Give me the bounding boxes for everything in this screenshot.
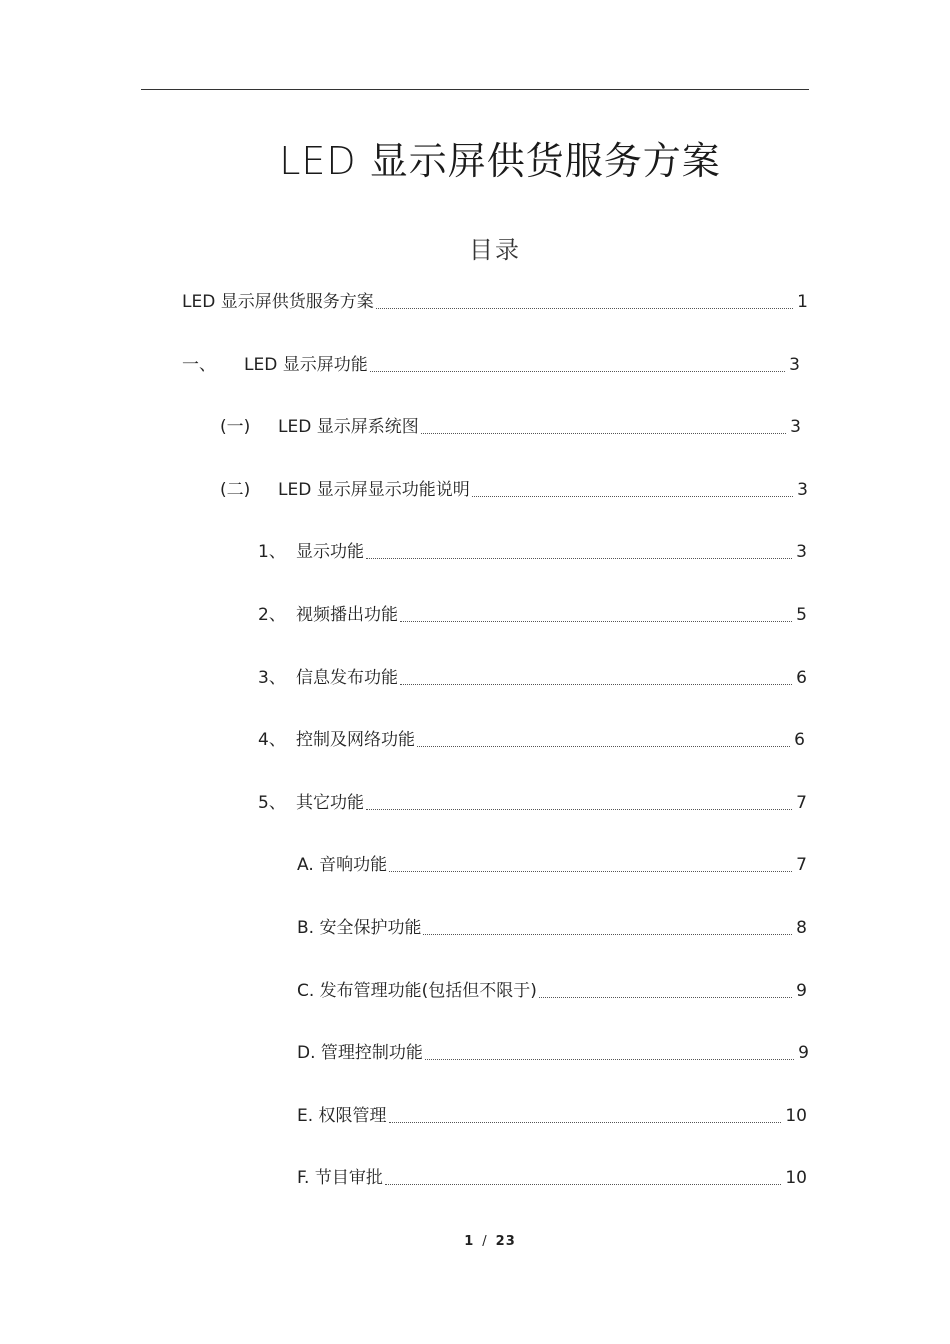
toc-entry-page: 9	[798, 1043, 809, 1063]
toc-entry-sub-b[interactable]	[297, 915, 807, 941]
toc-entry-label: F. 节目审批	[297, 1168, 383, 1188]
toc-dot-leader	[389, 1122, 782, 1123]
toc-dot-leader	[539, 997, 792, 998]
toc-dot-leader	[425, 1059, 794, 1060]
toc-entry-page: 3	[796, 542, 807, 562]
toc-heading: 目录	[469, 236, 521, 264]
toc-entry-number: 2、	[258, 605, 286, 625]
toc-entry-label: LED 显示屏供货服务方案	[182, 292, 374, 312]
toc-entry-sub-a[interactable]	[297, 852, 807, 878]
toc-entry-page: 8	[796, 918, 807, 938]
toc-entry-number: 4、	[258, 730, 286, 750]
page-separator: /	[482, 1234, 488, 1249]
toc-dot-leader	[417, 746, 790, 747]
toc-entry-subsection-2[interactable]	[220, 477, 808, 503]
toc-entry-subsection-1[interactable]	[220, 414, 801, 440]
page-number-footer	[0, 1234, 950, 1249]
toc-dot-leader	[472, 496, 793, 497]
toc-entry-number: 一、	[182, 355, 216, 375]
toc-entry-label: D. 管理控制功能	[297, 1043, 423, 1063]
toc-entry-sub-c[interactable]	[297, 978, 807, 1004]
toc-entry-sub-e[interactable]	[297, 1103, 807, 1129]
toc-entry-page: 1	[797, 292, 808, 312]
toc-dot-leader	[423, 934, 792, 935]
toc-dot-leader	[366, 558, 792, 559]
toc-entry-page: 7	[796, 855, 807, 875]
toc-entry-page: 3	[797, 480, 808, 500]
toc-entry-label: 视频播出功能	[296, 605, 398, 625]
toc-dot-leader	[376, 308, 793, 309]
toc-entry-label: 信息发布功能	[296, 668, 398, 688]
toc-dot-leader	[385, 1184, 782, 1185]
toc-entry-section-1[interactable]	[182, 352, 800, 378]
toc-entry-number: (一)	[220, 417, 251, 437]
toc-entry-page: 3	[789, 355, 800, 375]
toc-entry-item-3[interactable]	[258, 665, 807, 691]
toc-entry-label: B. 安全保护功能	[297, 918, 422, 938]
toc-entry-label: A. 音响功能	[297, 855, 388, 875]
toc-entry-label: 控制及网络功能	[296, 730, 415, 750]
toc-dot-leader	[389, 871, 792, 872]
toc-entry-page: 5	[796, 605, 807, 625]
toc-entry-title[interactable]	[182, 289, 808, 315]
toc-dot-leader	[421, 433, 786, 434]
toc-entry-item-2[interactable]	[258, 602, 807, 628]
toc-entry-label: LED 显示屏功能	[244, 355, 368, 375]
toc-entry-page: 10	[785, 1106, 807, 1126]
toc-entry-sub-d[interactable]	[297, 1040, 809, 1066]
current-page-number: 1	[464, 1234, 475, 1249]
toc-entry-item-1[interactable]	[258, 539, 807, 565]
document-title: LED 显示屏供货服务方案	[279, 139, 721, 183]
toc-entry-page: 10	[785, 1168, 807, 1188]
toc-entry-label: 显示功能	[296, 542, 364, 562]
toc-dot-leader	[370, 371, 785, 372]
toc-entry-label: 其它功能	[296, 793, 364, 813]
toc-entry-number: 5、	[258, 793, 286, 813]
toc-dot-leader	[400, 621, 792, 622]
toc-entry-label: LED 显示屏系统图	[278, 417, 419, 437]
toc-entry-number: (二)	[220, 480, 251, 500]
toc-entry-number: 3、	[258, 668, 286, 688]
toc-entry-item-4[interactable]	[258, 727, 805, 753]
toc-dot-leader	[366, 809, 792, 810]
toc-entry-sub-f[interactable]	[297, 1165, 807, 1191]
toc-entry-page: 6	[796, 668, 807, 688]
toc-entry-page: 9	[796, 981, 807, 1001]
toc-entry-page: 6	[794, 730, 805, 750]
toc-entry-label: C. 发布管理功能(包括但不限于)	[297, 981, 537, 1001]
toc-entry-page: 3	[790, 417, 801, 437]
toc-entry-label: E. 权限管理	[297, 1106, 387, 1126]
toc-entry-item-5[interactable]	[258, 790, 807, 816]
toc-entry-label: LED 显示屏显示功能说明	[278, 480, 470, 500]
total-pages-number: 23	[495, 1234, 516, 1249]
toc-dot-leader	[400, 684, 792, 685]
toc-entry-page: 7	[796, 793, 807, 813]
toc-entry-number: 1、	[258, 542, 286, 562]
